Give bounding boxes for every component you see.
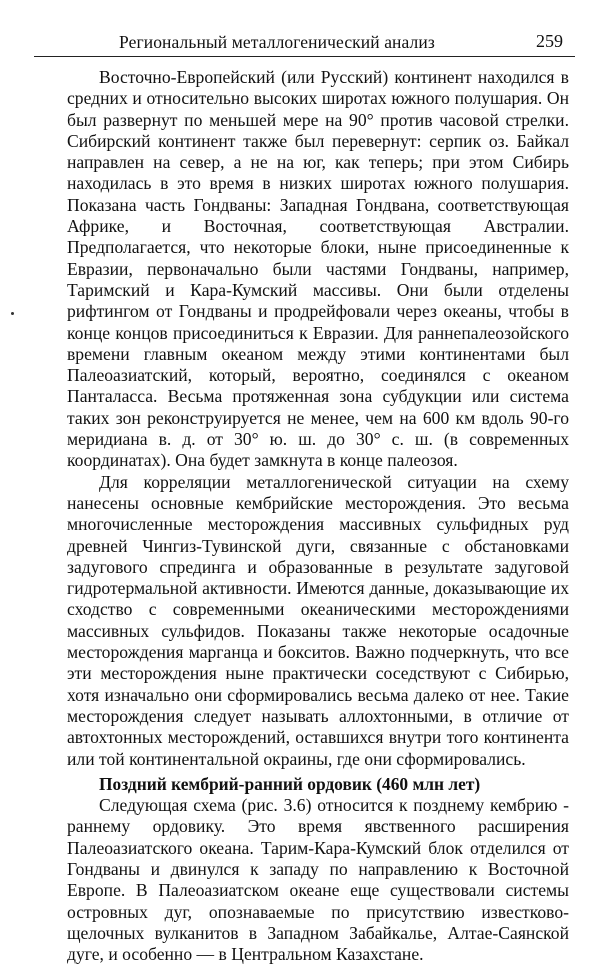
- paragraph-2: Для корреляции металлогенической ситуации на схему нанесены основные кембрийские месторождения. Это весьма многочисленные месторождения массивных сульфидных руд древней Чингиз-Тувинской дуги, связанные с обстановками задугового спрединга и образованные в результате задуговой гидротермальной активности. Имеются данные, доказывающие их сходство с современными океаническими месторождениями массивных сульфидов. Показаны также некоторые осадочные месторождения марганца и бокситов. Важно подчеркнуть, что все эти месторождения ныне практически соседствуют с Сибирью, хотя изначально они сформировались весьма далеко от нее. Такие месторождения следует называть аллохтонными, в отличие от автохтонных месторождений, оставшихся внутри того континента или той континентальной окраины, где они сформировались.: [67, 471, 569, 769]
- section-heading: Поздний кембрий-ранний ордовик (460 млн лет): [99, 773, 481, 794]
- margin-speck: [11, 312, 14, 315]
- paragraph-1: Восточно-Европейский (или Русский) континент находился в средних и относительно высоких широтах южного полушария. Он был развернут по меньшей мере на 90° против часовой стрелки. Сибирский континент также был перевернут: серпик оз. Байкал направлен на север, а не на юг, как теперь; при этом Сибирь находилась в это время в низких широтах южного полушария. Показана часть Гондваны: Западная Гондвана, соответствующая Африке, и Восточная, соответствующая Австралии. Предполагается, что некоторые блоки, ныне присоединенные к Евразии, первоначально были частями Гондваны, например, Таримский и Кара-Кумский массивы. Они были отделены рифтингом от Гондваны и продрейфовали через океаны, чтобы в конце концов присоединиться к Евразии. Для раннепалеозойского времени главным океаном между этими континентами был Палеоазиатский, который, вероятно, соединялся с океаном Панталасса. Весьма протяженная зона субдукции или система таких зон реконструируется не менее, чем на 600 км вдоль 90-го меридиана в. д. от 30° ю. ш. до 30° с. ш. (в современных координатах). Она будет замкнута в конце палеозоя.: [67, 67, 569, 471]
- running-title: Региональный металлогенический анализ: [119, 32, 435, 52]
- paragraph-3: Следующая схема (рис. 3.6) относится к позднему кембрию - раннему ордовику. Это время явственного расширения Палеоазиатского океана. Тарим-Кара-Кумский блок отделился от Гондваны и двинулся к западу по направлению к Восточной Европе. В Палеоазиатском океане еще существовали системы островных дуг, опознаваемые по присутствию известково-щелочных вулканитов в Западном Забайкалье, Алтае-Саянской дуге, и особенно — в Центральном Казахстане.: [67, 795, 569, 965]
- body-text: [67, 67, 569, 965]
- running-header: [34, 30, 575, 57]
- page-number: 259: [536, 31, 563, 51]
